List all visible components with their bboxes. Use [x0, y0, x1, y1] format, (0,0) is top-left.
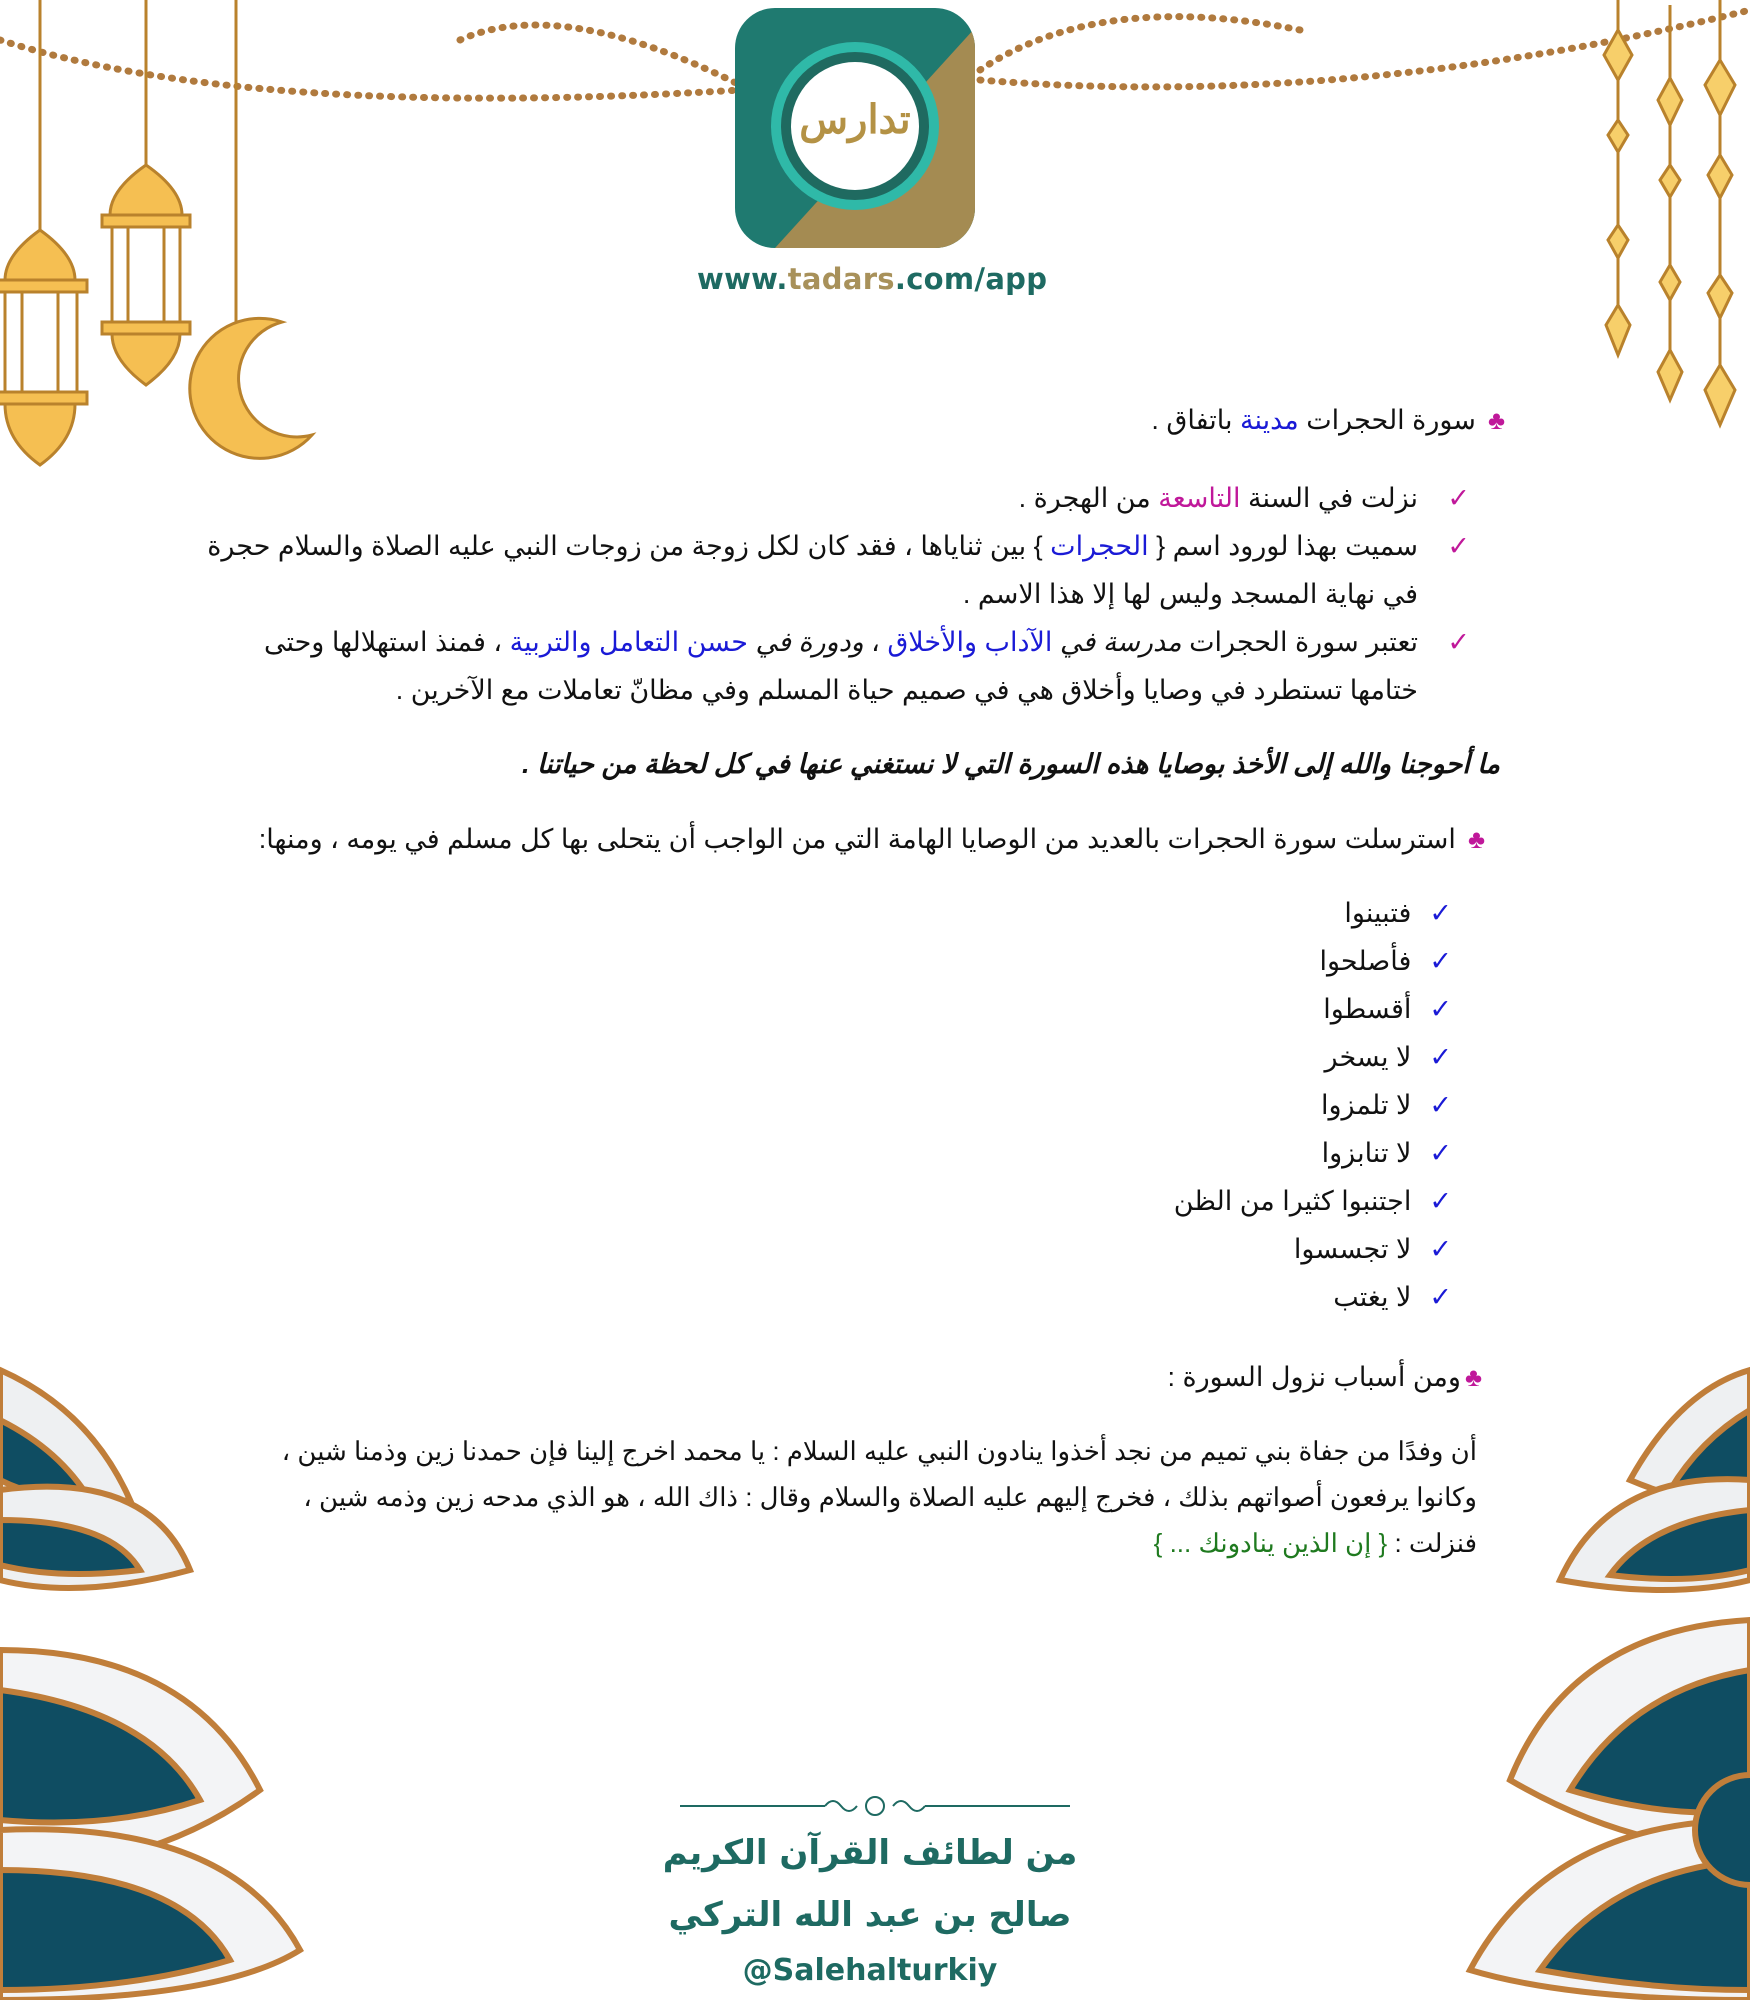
section-2-heading [185, 815, 1485, 863]
checkmark-icon: ✓ [1429, 1234, 1452, 1264]
ornamental-divider [680, 1794, 1070, 1818]
item-highlight: الآداب والأخلاق [887, 627, 1053, 657]
website-url[interactable] [697, 262, 1048, 296]
item-text: لا يسخر [1324, 1042, 1412, 1072]
url-suffix: .com/app [894, 262, 1048, 296]
hanging-ornaments-decoration [1580, 0, 1750, 430]
list-item [952, 1081, 1452, 1129]
checkmark-icon: ✓ [1429, 1138, 1452, 1168]
advice-list [952, 889, 1452, 1321]
list-item [180, 474, 1470, 522]
item-text: ، [863, 627, 888, 657]
body-line: أن وفدًا من جفاة بني تميم من نجد أخذوا ينادون النبي عليه السلام : يا محمد اخرج إلينا فإن حمدنا زين وذمنا شين ، [281, 1436, 1477, 1466]
checkmark-icon: ✓ [1429, 1282, 1452, 1312]
item-highlight: الحجرات [1050, 531, 1149, 561]
heading-text-start: سورة الحجرات [1298, 405, 1476, 435]
list-item [180, 618, 1470, 714]
list-item [952, 1033, 1452, 1081]
heading-text: ومن أسباب نزول السورة : [1167, 1362, 1461, 1392]
verse-text: { إن الذين ينادونك ... } [1153, 1528, 1388, 1558]
item-italic: ودورة في [747, 627, 864, 657]
checkmark-icon: ✓ [1429, 1090, 1452, 1120]
item-italic: مدرسة في [1052, 627, 1182, 657]
item-text: سميت بهذا لورود اسم { [1148, 531, 1418, 561]
club-icon: ♣ [1487, 405, 1505, 435]
heading-highlight: مدينة [1239, 405, 1299, 435]
url-prefix: www. [697, 262, 788, 296]
checkmark-icon: ✓ [1447, 627, 1470, 657]
footer-handle[interactable]: @Salehalturkiy [742, 1953, 998, 1988]
club-icon: ♣ [1467, 824, 1485, 854]
item-text: لا تجسسوا [1293, 1234, 1412, 1264]
list-item [952, 1225, 1452, 1273]
item-text: لا تنابزوا [1321, 1138, 1412, 1168]
url-brand: tadars [787, 262, 895, 296]
item-text: لا تلمزوا [1320, 1090, 1412, 1120]
tadars-logo [735, 8, 975, 248]
item-text: فأصلحوا [1319, 946, 1412, 976]
item-text: أقسطوا [1323, 994, 1412, 1024]
checkmark-icon: ✓ [1429, 1186, 1452, 1216]
checkmark-icon: ✓ [1447, 483, 1470, 513]
body-text: فنزلت : [1387, 1528, 1477, 1558]
heading-text-end: باتفاق . [1151, 405, 1240, 435]
item-text: فتبينوا [1344, 898, 1412, 928]
checkmark-icon: ✓ [1429, 946, 1452, 976]
item-text: تعتبر سورة الحجرات [1181, 627, 1418, 657]
checkmark-icon: ✓ [1429, 898, 1452, 928]
floral-decoration-left [0, 1350, 330, 2000]
checkmark-icon: ✓ [1447, 531, 1470, 561]
list-item [952, 889, 1452, 937]
club-icon: ♣ [1464, 1362, 1482, 1392]
list-item [952, 1129, 1452, 1177]
item-text: من الهجرة . [1018, 483, 1159, 513]
item-text: نزلت في السنة [1240, 483, 1418, 513]
item-text: لا يغتب [1333, 1282, 1412, 1312]
item-highlight: التاسعة [1158, 483, 1241, 513]
floral-decoration-right [1450, 1350, 1750, 2000]
list-item [952, 1177, 1452, 1225]
body-line [217, 1520, 1477, 1566]
list-item [180, 522, 1470, 618]
checkmark-icon: ✓ [1429, 994, 1452, 1024]
footer-title: من لطائف القرآن الكريم [662, 1833, 1078, 1873]
footer-author: صالح بن عبد الله التركي [668, 1895, 1072, 1935]
item-text: } بين ثناياها ، فقد كان لكل زوجة من زوجات النبي عليه الصلاة والسلام حجرة في نهاية المسجد وليس لها إلا هذا الاسم . [207, 531, 1418, 609]
section-3-heading [882, 1353, 1482, 1401]
section-3-body [217, 1428, 1477, 1566]
lantern-decoration [0, 0, 330, 480]
list-item [952, 1273, 1452, 1321]
logo-calligraphy: تدارس [799, 96, 911, 143]
heading-text: استرسلت سورة الحجرات بالعديد من الوصايا الهامة التي من الواجب أن يتحلى بها كل مسلم في يومه ، ومنها: [258, 824, 1456, 854]
quote-text: ما أحوجنا والله إلى الأخذ بوصايا هذه السورة التي لا نستغني عنها في كل لحظة من حياتنا . [521, 749, 1500, 779]
list-item [952, 937, 1452, 985]
body-line: وكانوا يرفعون أصواتهم بذلك ، فخرج إليهم عليه الصلاة والسلام وقال : ذاك الله ، هو الذي مدحه زين وذمه شين ، [303, 1482, 1477, 1512]
list-item [952, 985, 1452, 1033]
item-text: ، فمنذ استهلالها وحتى ختامها تستطرد في وصايا وأخلاق هي في صميم حياة المسلم وفي مظانّ تعاملات مع الآخرين . [263, 627, 1418, 705]
item-highlight: حسن التعامل والتربية [509, 627, 748, 657]
checkmark-icon: ✓ [1429, 1042, 1452, 1072]
section-1-heading [605, 396, 1505, 444]
item-text: اجتنبوا كثيرا من الظن [1173, 1186, 1412, 1216]
section-1-list [180, 474, 1470, 714]
